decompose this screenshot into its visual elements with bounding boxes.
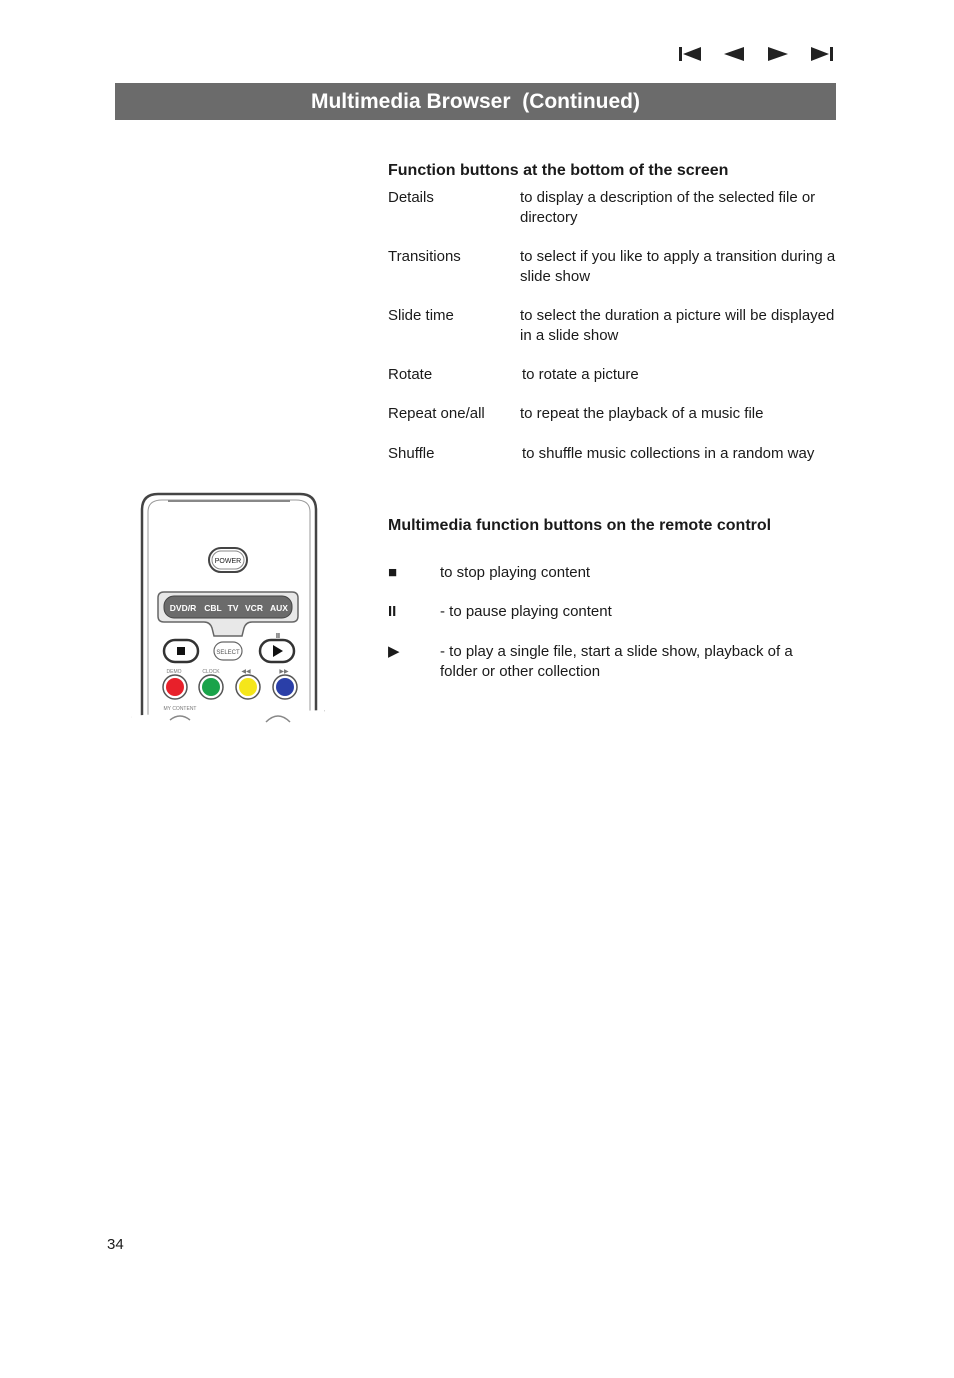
last-page-icon[interactable] (800, 44, 844, 64)
function-desc: to rotate a picture (522, 366, 639, 383)
page-title: Multimedia Browser (Continued) (115, 83, 836, 120)
blue-key-fill (276, 678, 294, 696)
function-buttons-heading: Function buttons at the bottom of the screen (388, 162, 729, 179)
red-key-fill (166, 678, 184, 696)
page-number: 34 (107, 1236, 124, 1253)
next-page-icon[interactable] (756, 44, 800, 64)
function-desc: to shuffle music collections in a random way (522, 445, 815, 462)
multimedia-desc: to stop playing content (440, 564, 591, 581)
first-page-icon[interactable] (668, 44, 712, 64)
source-label: TV (227, 603, 239, 613)
yellow-key-fill (239, 678, 257, 696)
function-term: Slide time (388, 307, 454, 324)
clock-label: CLOCK (202, 669, 220, 675)
page-navigation (668, 44, 844, 64)
select-button-label: SELECT (216, 650, 240, 656)
play-icon: ▶ (388, 643, 400, 660)
function-term: Details (388, 189, 434, 206)
function-desc: to repeat the playback of a music file (520, 405, 764, 422)
source-label: CBL (204, 603, 222, 613)
source-label: DVD/R (169, 603, 197, 613)
function-desc: to select the duration a picture will be displayed in a slide show (520, 307, 835, 344)
function-desc: to display a description of the selected file or directory (520, 189, 816, 226)
pause-icon: II (388, 603, 397, 620)
multimedia-desc: - to pause playing content (440, 603, 612, 620)
my-content-label: MY CONTENT (163, 706, 197, 712)
stop-icon: ■ (388, 564, 398, 581)
remote-control-illustration (128, 488, 328, 755)
multimedia-desc: - to play a single file, start a slide show, playback of a folder or other collection (440, 643, 793, 680)
function-term: Shuffle (388, 445, 435, 462)
source-label: AUX (270, 603, 288, 613)
forward-label: ▶▶ (279, 669, 289, 675)
function-term: Transitions (388, 248, 461, 265)
pause-label: II (276, 633, 280, 640)
demo-label: DEMO (166, 669, 182, 675)
green-key-fill (202, 678, 220, 696)
rewind-label: ◀◀ (241, 669, 251, 675)
power-button-label: POWER (214, 558, 242, 565)
source-label: VCR (245, 603, 263, 613)
multimedia-buttons-heading: Multimedia function buttons on the remote control (388, 517, 772, 534)
previous-page-icon[interactable] (712, 44, 756, 64)
function-term: Repeat one/all (388, 405, 485, 422)
function-desc: to select if you like to apply a transition during a slide show (520, 248, 836, 285)
function-term: Rotate (388, 366, 433, 383)
